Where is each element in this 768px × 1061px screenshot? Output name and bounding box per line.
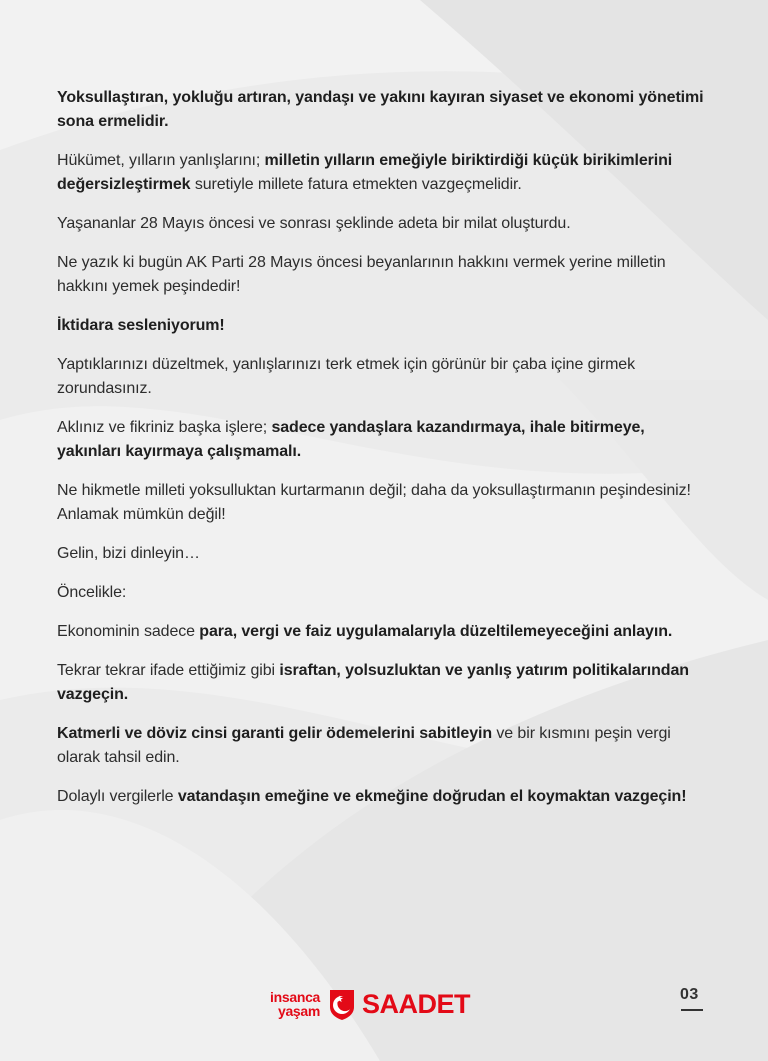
paragraph-text: Aklınız ve fikriniz başka işlere; [57, 419, 272, 436]
paragraph-text: Gelin, bizi dinleyin… [57, 545, 200, 562]
paragraph-text: ve bir kısmını peşin vergi olarak tahsil edin. [57, 725, 671, 766]
brand-name: SAADET [362, 989, 471, 1019]
paragraph [57, 785, 707, 809]
paragraph-emphasis: israftan, yolsuzluktan ve yanlış yatırım politikalarından vazgeçin. [57, 662, 689, 703]
paragraph-text: Dolaylı vergilerle [57, 788, 178, 805]
saadet-logo [270, 984, 470, 1024]
paragraph-text: Ekonominin sadece [57, 623, 200, 640]
paragraph [57, 251, 707, 299]
paragraph-text: Ne hikmetle milleti yoksulluktan kurtarmanın değil; daha da yoksullaştırmanın peşindesiniz! Anlamak mümkün değil! [57, 482, 691, 523]
page-number-underline [681, 1009, 703, 1011]
paragraph-emphasis: milletin yılların emeğiyle biriktirdiği küçük birikimlerini değersizleştirmek [57, 152, 673, 193]
paragraph-text: Hükümet, yılların yanlışlarını; [57, 152, 265, 169]
paragraph [57, 659, 707, 707]
paragraph [57, 86, 707, 134]
paragraph-emphasis: vatandaşın emeğine ve ekmeğine doğrudan el koymaktan vazgeçin! [177, 788, 687, 805]
paragraph-emphasis: para, vergi ve faiz uygulamalarıyla düzeltilemeyeceğini anlayın. [199, 623, 673, 640]
paragraph-emphasis: Yoksullaştıran, yokluğu artıran, yandaşı ve yakını kayıran siyaset ve ekonomi yönetimi sona ermelidir. [57, 89, 704, 130]
paragraph [57, 722, 707, 770]
document-body [57, 86, 707, 824]
paragraph [57, 479, 707, 527]
paragraph [57, 542, 707, 566]
page-number: 03 [680, 986, 699, 1003]
paragraph [57, 581, 707, 605]
tagline-line-2: yaşam [277, 1003, 321, 1019]
paragraph-text: Yaptıklarınızı düzeltmek, yanlışlarınızı terk etmek için görünür bir çaba içine girmek zorundasınız. [57, 356, 636, 397]
paragraph [57, 353, 707, 401]
paragraph-emphasis: İktidara sesleniyorum! [57, 317, 225, 334]
logo-tagline [270, 990, 320, 1018]
paragraph-emphasis: Katmerli ve döviz cinsi garanti gelir ödemelerini sabitleyin [57, 725, 493, 742]
paragraph-emphasis: sadece yandaşlara kazandırmaya, ihale bitirmeye, yakınları kayırmaya çalışmamalı. [57, 419, 645, 460]
page-footer [0, 978, 768, 1028]
paragraph-text: Ne yazık ki bugün AK Parti 28 Mayıs öncesi beyanlarının hakkını vermek yerine milletin hakkını yemek peşindedir! [57, 254, 666, 295]
paragraph [57, 212, 707, 236]
paragraph-text: Öncelikle: [57, 584, 127, 601]
paragraph-text: Tekrar tekrar ifade ettiğimiz gibi [57, 662, 280, 679]
paragraph-text: suretiyle millete fatura etmekten vazgeçmelidir. [190, 176, 522, 193]
tagline-line-1: insanca [270, 989, 321, 1005]
paragraph [57, 149, 707, 197]
crescent-star-icon [328, 987, 356, 1021]
paragraph [57, 620, 707, 644]
paragraph-text: Yaşananlar 28 Mayıs öncesi ve sonrası şeklinde adeta bir milat oluşturdu. [57, 215, 571, 232]
paragraph [57, 416, 707, 464]
paragraph [57, 314, 707, 338]
